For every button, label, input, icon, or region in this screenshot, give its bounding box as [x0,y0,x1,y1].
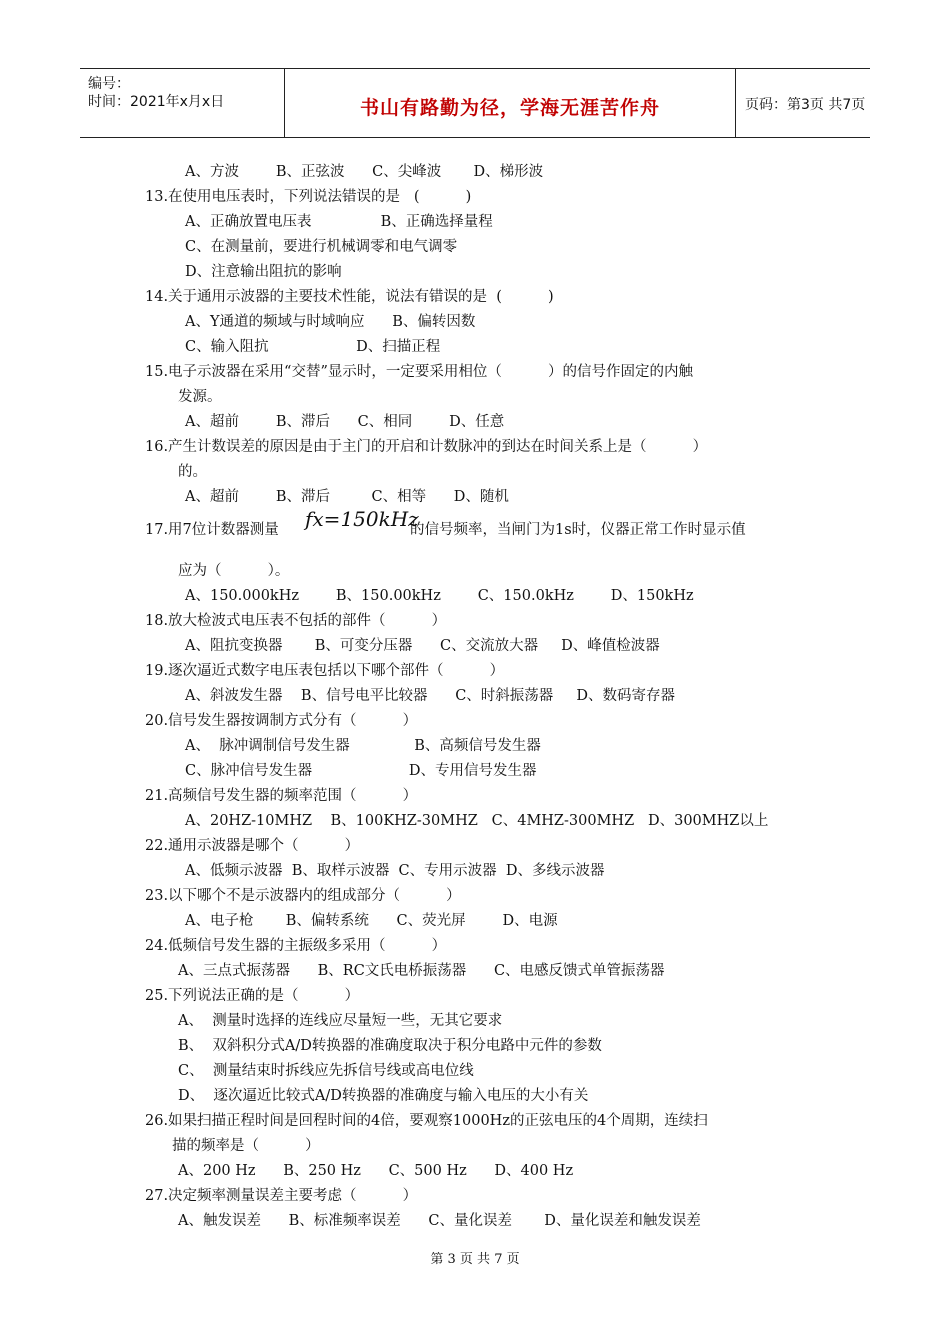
option-line: D、注意输出阻抗的影响 [185,264,342,280]
option-line: A、 脉冲调制信号发生器 B、高频信号发生器 [185,738,541,754]
option-line: A、超前 B、滞后 C、相等 D、随机 [185,489,509,505]
option-line: C、脉冲信号发生器 D、专用信号发生器 [185,763,537,779]
header-page-cell [735,69,870,137]
option-line: A、电子枪 B、偏转系统 C、荧光屏 D、电源 [185,913,558,929]
option-line: A、 测量时选择的连线应尽量短一些，无其它要求 [178,1013,503,1029]
option-line: D、 逐次逼近比较式A/D转换器的准确度与输入电压的大小有关 [178,1088,589,1104]
question-26: 26.如果扫描正程时间是回程时间的4倍，要观察1000Hz的正弦电压的4个周期，连续扫 [145,1113,708,1129]
option-line: A、20HZ-10MHZ B、100KHZ-30MHZ C、4MHZ-300MHZ D、300MHZ以上 [185,813,769,829]
document-number: 编号： [88,76,130,92]
header-meta [80,69,284,137]
page-header [80,68,870,138]
option-line: A、斜波发生器 B、信号电平比较器 C、时斜振荡器 D、数码寄存器 [185,688,675,704]
option-line: A、阻抗变换器 B、可变分压器 C、交流放大器 D、峰值检波器 [185,638,660,654]
option-line: C、输入阻抗 D、扫描正程 [185,339,441,355]
document-date: 时间：2021年x月x日 [88,94,225,110]
option-line: A、正确放置电压表 B、正确选择量程 [185,214,493,230]
question-23: 23.以下哪个不是示波器内的组成部分（ ） [145,888,461,904]
question-25: 25.下列说法正确的是（ ） [145,988,360,1004]
question-24: 24.低频信号发生器的主振级多采用（ ） [145,938,447,954]
option-line: A、低频示波器 B、取样示波器 C、专用示波器 D、多线示波器 [185,863,605,879]
option-line: A、Y通道的频域与时域响应 B、偏转因数 [185,314,476,330]
motto: 书山有路勤为径，学海无涯苦作舟 [359,97,660,119]
option-line: A、200 Hz B、250 Hz C、500 Hz D、400 Hz [178,1163,574,1179]
question-13: 13.在使用电压表时，下列说法错误的是 ( ) [145,189,472,205]
question-26-cont: 描的频率是（ ） [172,1138,320,1154]
question-20: 20.信号发生器按调制方式分有（ ） [145,713,418,729]
question-27: 27.决定频率测量误差主要考虑（ ） [145,1188,418,1204]
option-line: A、三点式振荡器 B、RC文氏电桥振荡器 C、电感反馈式单管振荡器 [178,963,665,979]
page-info: 页码：第3页 共7页 [745,97,866,113]
option-line: C、在测量前，要进行机械调零和电气调零 [185,239,458,255]
question-19: 19.逐次逼近式数字电压表包括以下哪个部件（ ） [145,663,505,679]
question-17-tail: 的信号频率，当闸门为1s时，仪器正常工作时显示值 [410,522,746,538]
option-line: A、150.000kHz B、150.00kHz C、150.0kHz D、150kHz [185,588,694,604]
question-18: 18.放大检波式电压表不包括的部件（ ） [145,613,447,629]
question-16: 16.产生计数误差的原因是由于主门的开启和计数脉冲的到达在时间关系上是（ ） [145,439,708,455]
question-17-cont: 应为（ ）。 [178,563,290,579]
question-22: 22.通用示波器是哪个（ ） [145,838,360,854]
question-15: 15.电子示波器在采用“交替”显示时，一定要采用相位（ ）的信号作固定的内触 [145,364,693,380]
option-line: A、方波 B、正弦波 C、尖峰波 D、梯形波 [185,164,544,180]
formula-fx: fx=150kHz [305,507,419,531]
question-21: 21.高频信号发生器的频率范围（ ） [145,788,418,804]
option-line: A、触发误差 B、标准频率误差 C、量化误差 D、量化误差和触发误差 [178,1213,701,1229]
question-15-cont: 发源。 [178,389,222,405]
option-line: B、 双斜积分式A/D转换器的准确度取决于积分电路中元件的参数 [178,1038,602,1054]
question-17: 17.用7位计数器测量 [145,522,279,538]
page-footer: 第 3 页 共 7 页 [430,1252,520,1267]
question-16-cont: 的。 [178,464,207,480]
header-motto-cell [284,69,736,137]
question-14: 14.关于通用示波器的主要技术性能，说法有错误的是 ( ) [145,289,554,305]
option-line: A、超前 B、滞后 C、相同 D、任意 [185,414,505,430]
option-line: C、 测量结束时拆线应先拆信号线或高电位线 [178,1063,474,1079]
